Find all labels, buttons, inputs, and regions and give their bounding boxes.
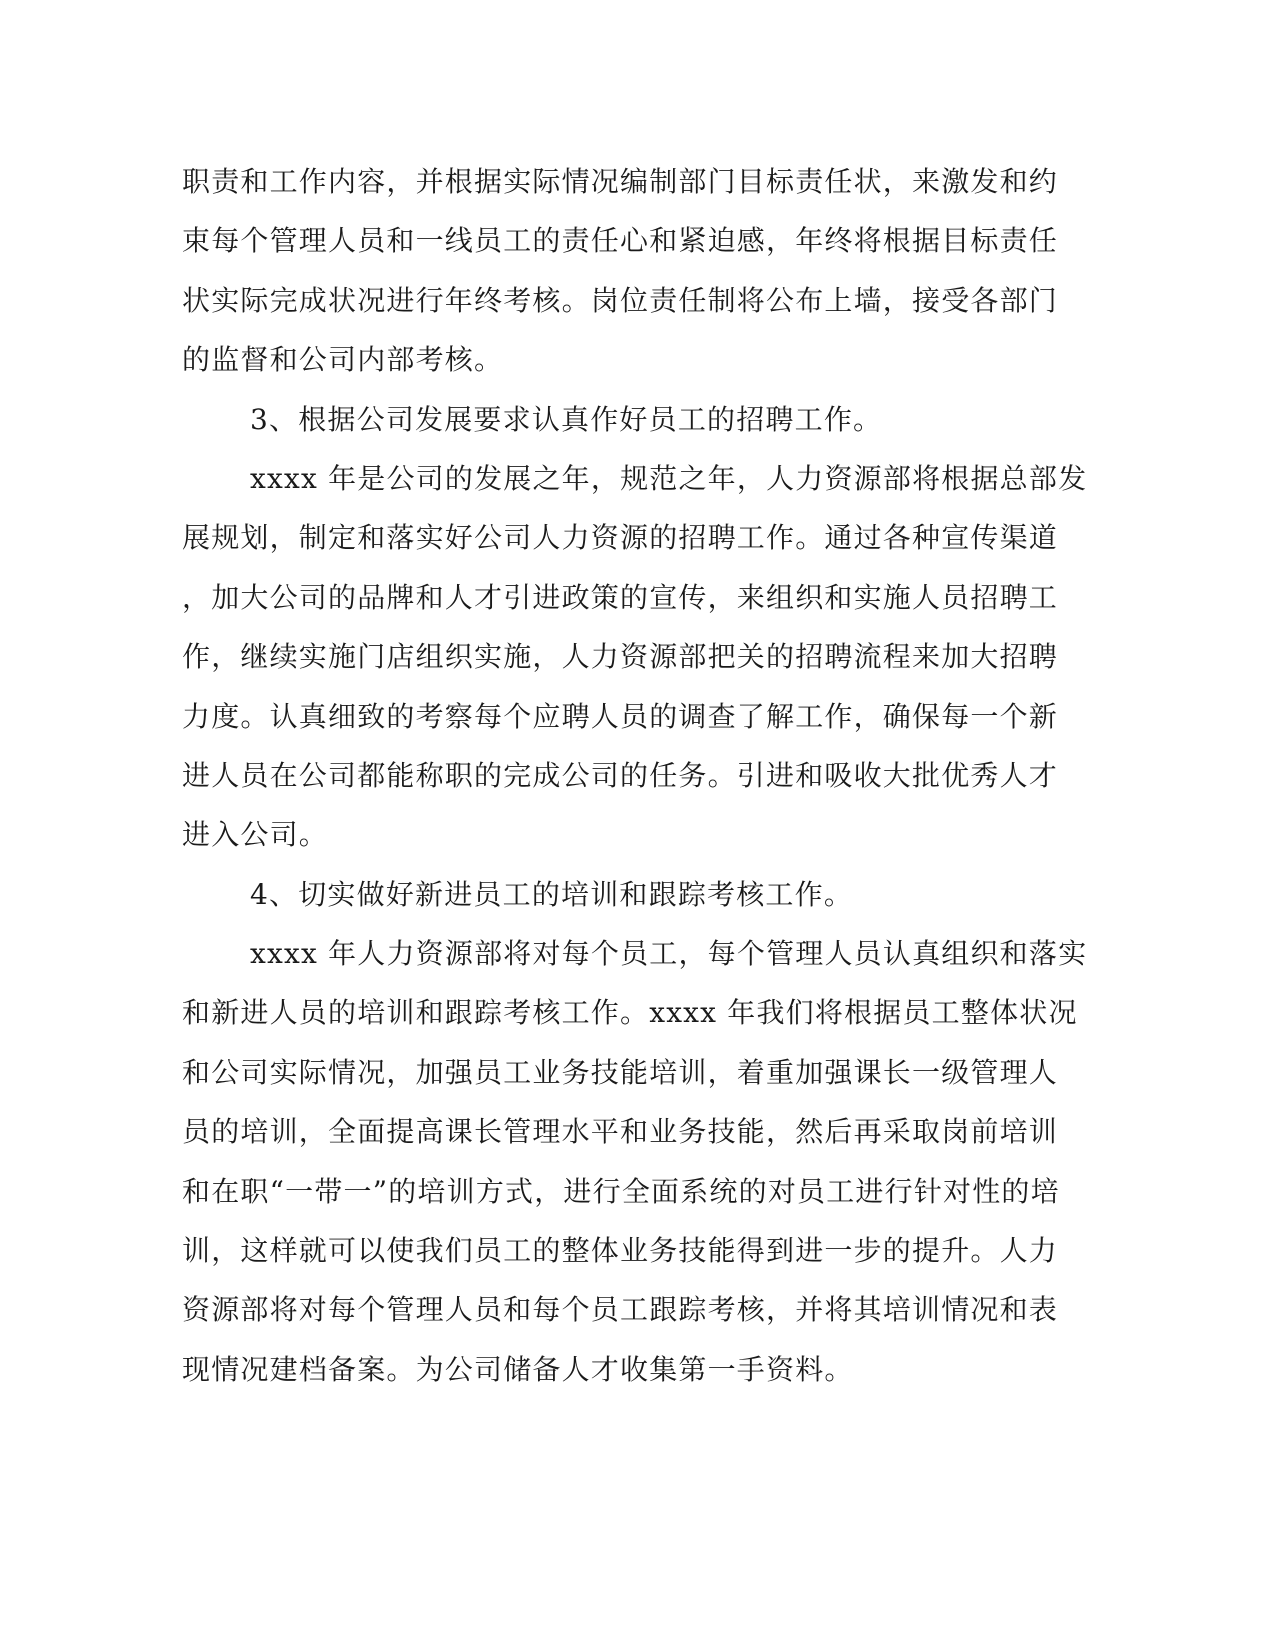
text-line: 训，这样就可以使我们员工的整体业务技能得到进一步的提升。人力 [182,1234,1059,1268]
text-line: 束每个管理人员和一线员工的责任心和紧迫感，年终将根据目标责任 [182,224,1059,258]
text-line: xxxx 年是公司的发展之年，规范之年，人力资源部将根据总部发 [250,461,1088,495]
text-line: 职责和工作内容，并根据实际情况编制部门目标责任状，来激发和约 [182,165,1059,198]
text-line: 员的培训，全面提高课长管理水平和业务技能，然后再采取岗前培训 [182,1115,1059,1149]
text-line: 3、根据公司发展要求认真作好员工的招聘工作。 [250,402,883,436]
text-line: xxxx 年人力资源部将对每个员工，每个管理人员认真组织和落实 [250,937,1088,971]
document-body [182,160,1088,1407]
text-line: 和新进人员的培训和跟踪考核工作。xxxx 年我们将根据员工整体状况 [182,996,1078,1030]
text-line: 的监督和公司内部考核。 [182,343,504,377]
text-line: 力度。认真细致的考察每个应聘人员的调查了解工作，确保每一个新 [182,699,1059,733]
text-line: 资源部将对每个管理人员和每个员工跟踪考核，并将其培训情况和表 [182,1293,1059,1327]
text-line: ，加大公司的品牌和人才引进政策的宣传，来组织和实施人员招聘工 [182,580,1059,614]
text-line: 展规划，制定和落实好公司人力资源的招聘工作。通过各种宣传渠道 [182,521,1059,555]
text-line: 状实际完成状况进行年终考核。岗位责任制将公布上墙，接受各部门 [182,283,1059,317]
text-line: 进入公司。 [182,818,329,852]
text-line: 现情况建档备案。为公司储备人才收集第一手资料。 [182,1352,854,1386]
text-line: 和公司实际情况，加强员工业务技能培训，着重加强课长一级管理人 [182,1055,1059,1089]
text-line: 作，继续实施门店组织实施，人力资源部把关的招聘流程来加大招聘 [182,640,1059,674]
text-line: 4、切实做好新进员工的培训和跟踪考核工作。 [250,877,854,911]
text-line: 进人员在公司都能称职的完成公司的任务。引进和吸收大批优秀人才 [182,758,1059,792]
text-line: 和在职“一带一”的培训方式，进行全面系统的对员工进行针对性的培 [182,1174,1060,1208]
